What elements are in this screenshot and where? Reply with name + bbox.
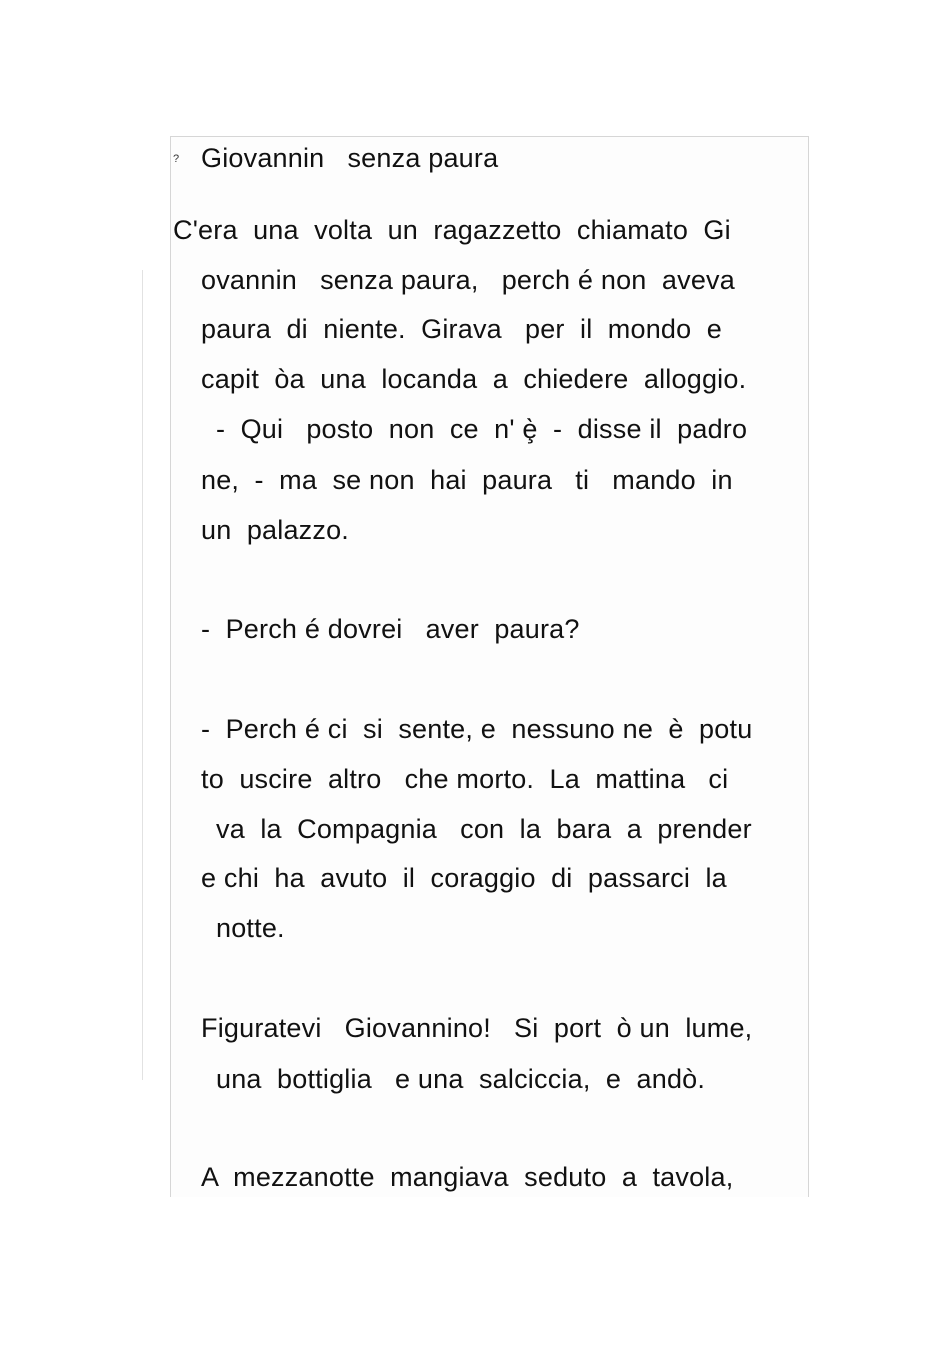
text-line-16: A mezzanotte mangiava seduto a tavola, [201,1162,734,1192]
text-line-9: - Perch é ci si sente, e nessuno ne è potu [201,714,753,744]
text-line-13: notte. [216,913,285,943]
text-line-15: una bottiglia e una salciccia, e andò. [216,1064,706,1094]
text-line-10: to uscire altro che morto. La mattina ci [201,764,729,794]
text-line-5: - Qui posto non ce n' ȩ̀ - disse il padro [216,414,748,444]
text-line-6: ne, - ma se non hai paura ti mando in [201,465,733,495]
text-line-4: capit òa una locanda a chiedere alloggio. [201,364,747,394]
text-line-7: un palazzo. [201,515,349,545]
text-line-2: ovannin senza paura, perch é non aveva [201,265,735,295]
text-line-12: e chi ha avuto il coraggio di passarci la [201,863,727,893]
heading-bullet-mark: ? [173,153,180,165]
text-line-14: Figuratevi Giovannino! Si port ò un lume, [201,1013,753,1043]
story-title: Giovannin senza paura [201,143,499,173]
text-line-1: C'era una volta un ragazzetto chiamato Gi [173,215,731,245]
left-margin-rule [142,270,143,1080]
text-line-8: - Perch é dovrei aver paura? [201,614,580,644]
text-line-3: paura di niente. Girava per il mondo e [201,314,722,344]
text-line-11: va la Compagnia con la bara a prender [216,814,752,844]
